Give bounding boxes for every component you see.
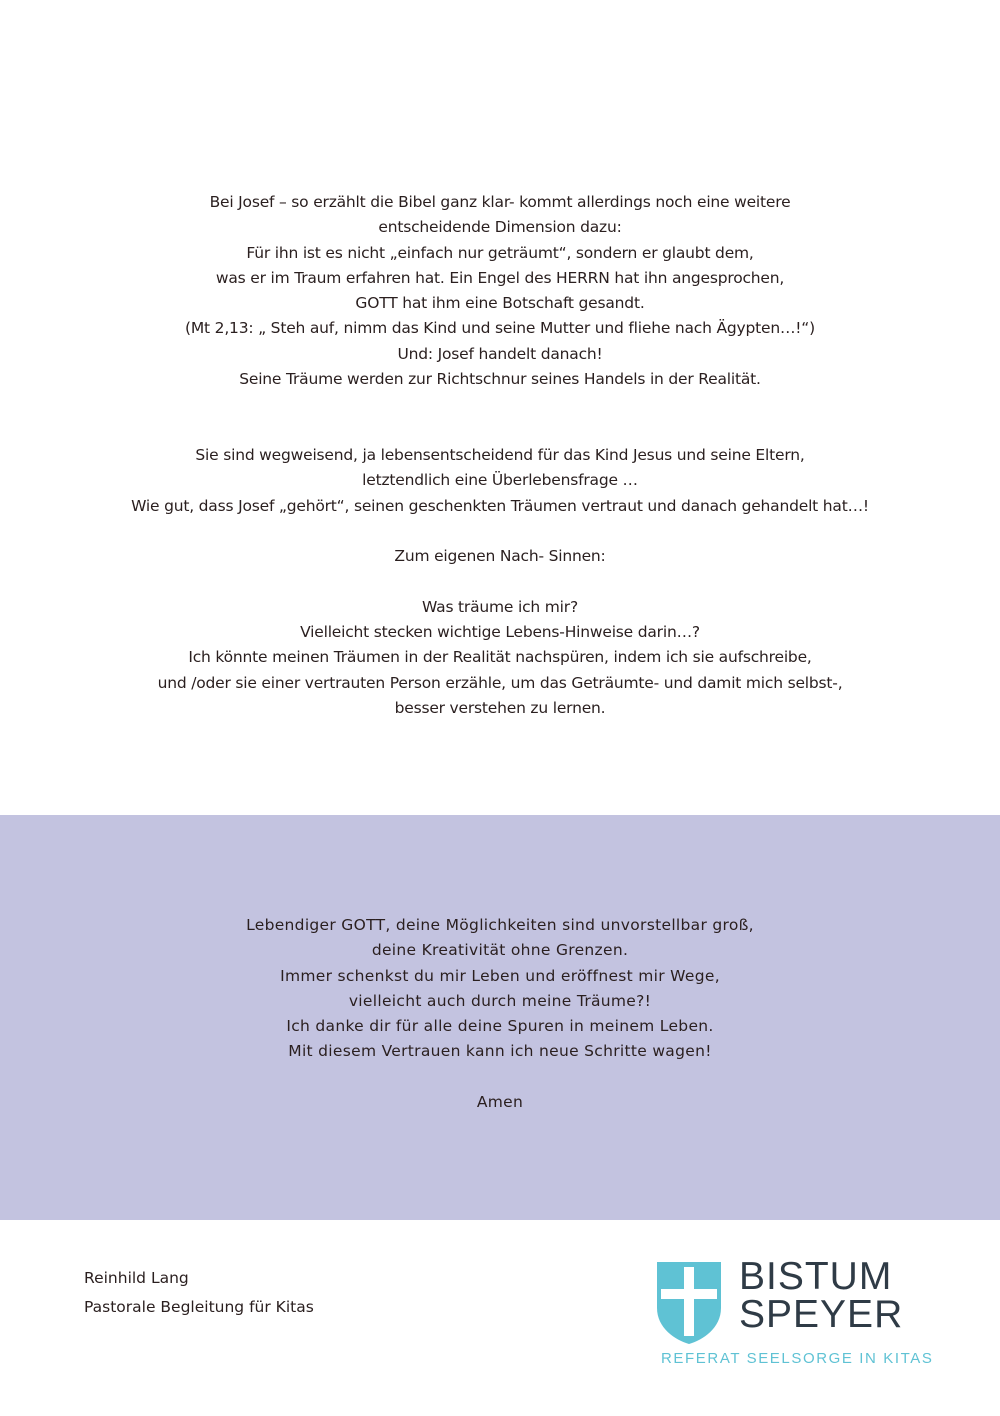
text-line: Wie gut, dass Josef „gehört“, seinen geschenkten Träumen vertraut und danach gehandelt hat…! bbox=[131, 496, 869, 515]
text-line: Sie sind wegweisend, ja lebensentscheidend für das Kind Jesus und seine Eltern, bbox=[195, 445, 805, 464]
prayer-line: Mit diesem Vertrauen kann ich neue Schritte wagen! bbox=[288, 1042, 712, 1061]
logo-line2: SPEYER bbox=[739, 1293, 904, 1336]
logo-name bbox=[739, 1255, 904, 1336]
prayer-text bbox=[0, 913, 1000, 1115]
logo-line1: BISTUM bbox=[739, 1255, 893, 1298]
text-line: was er im Traum erfahren hat. Ein Engel des HERRN hat ihn angesprochen, bbox=[215, 268, 785, 287]
text-line: GOTT hat ihm eine Botschaft gesandt. bbox=[355, 294, 645, 313]
text-line: Was träume ich mir? bbox=[422, 597, 578, 616]
prayer-line: deine Kreativität ohne Grenzen. bbox=[371, 941, 629, 960]
logo-subtitle: REFERAT SEELSORGE IN KITAS bbox=[661, 1350, 934, 1367]
author-block bbox=[84, 1264, 314, 1322]
text-line: Vielleicht stecken wichtige Lebens-Hinweise darin…? bbox=[300, 623, 700, 642]
text-line: und /oder sie einer vertrauten Person erzähle, um das Geträumte- und damit mich selbst-, bbox=[157, 673, 843, 692]
prayer-line: vielleicht auch durch meine Träume?! bbox=[348, 991, 652, 1010]
section-heading: Zum eigenen Nach- Sinnen: bbox=[394, 547, 606, 566]
text-line: Seine Träume werden zur Richtschnur seines Handels in der Realität. bbox=[239, 370, 761, 389]
author-role: Pastorale Begleitung für Kitas bbox=[84, 1298, 314, 1316]
text-line: Ich könnte meinen Träumen in der Realität nachspüren, indem ich sie aufschreibe, bbox=[188, 648, 812, 667]
text-line: entscheidende Dimension dazu: bbox=[378, 218, 622, 237]
prayer-line: Immer schenkst du mir Leben und eröffnest mir Wege, bbox=[280, 966, 720, 985]
prayer-line: Ich danke dir für alle deine Spuren in meinem Leben. bbox=[286, 1017, 714, 1036]
text-line: besser verstehen zu lernen. bbox=[394, 698, 606, 717]
text-line: Bei Josef – so erzählt die Bibel ganz klar- kommt allerdings noch eine weitere bbox=[209, 193, 791, 211]
text-line: (Mt 2,13: „ Steh auf, nimm das Kind und seine Mutter und fliehe nach Ägypten…!“) bbox=[185, 319, 815, 338]
text-line: letztendlich eine Überlebensfrage … bbox=[362, 471, 638, 490]
bistum-speyer-logo bbox=[657, 1255, 937, 1372]
text-line: Für ihn ist es nicht „einfach nur geträumt“, sondern er glaubt dem, bbox=[246, 243, 754, 262]
prayer-line: Lebendiger GOTT, deine Möglichkeiten sind unvorstellbar groß, bbox=[246, 916, 754, 934]
text-line: Und: Josef handelt danach! bbox=[397, 344, 603, 363]
prayer-amen: Amen bbox=[476, 1093, 524, 1112]
author-name: Reinhild Lang bbox=[84, 1269, 189, 1287]
body-text bbox=[0, 190, 1000, 721]
shield-cross-icon bbox=[657, 1262, 721, 1344]
